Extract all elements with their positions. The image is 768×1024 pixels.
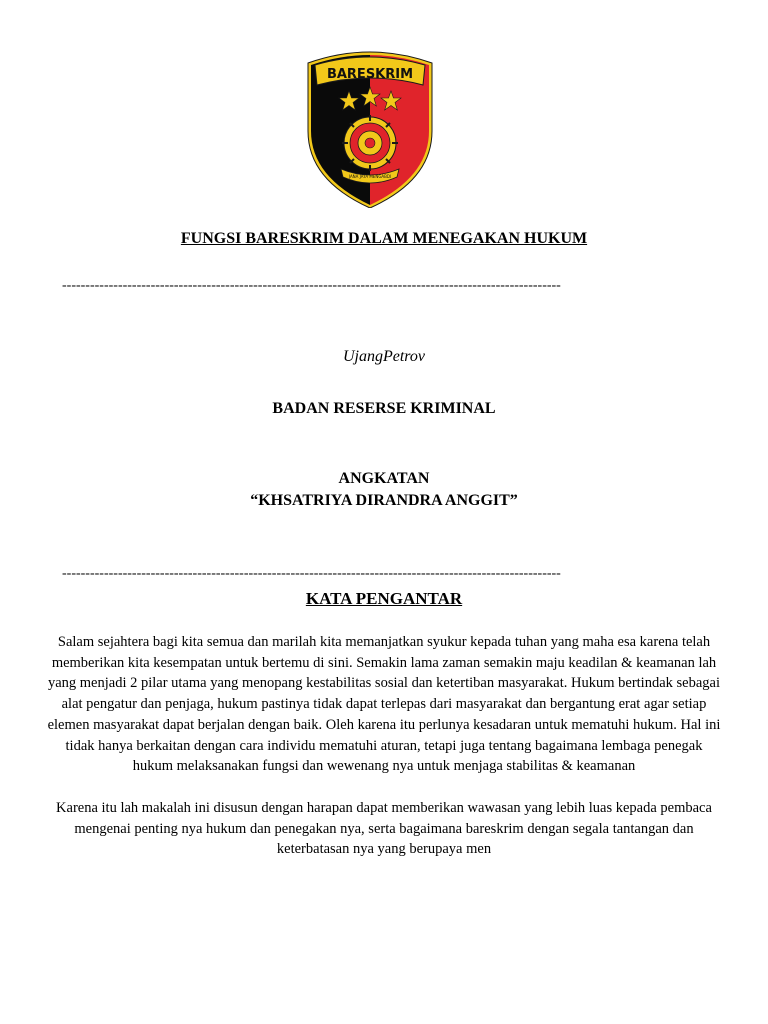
police-crest-icon — [305, 45, 435, 208]
emblem-ribbon-text: JANA JAYA MENGABDI — [348, 174, 392, 179]
paragraph-line: Karena itu lah makalah ini disusun dengan harapan dapat memberikan wawasan yang lebih luas kepada pembaca — [56, 800, 712, 816]
foreword-paragraph-2 — [12, 798, 756, 860]
agency-name: BADAN RESERSE KRIMINAL — [272, 400, 496, 417]
author-name: UjangPetrov — [342, 348, 426, 365]
foreword-heading: KATA PENGANTAR — [305, 589, 463, 608]
paragraph-line: tidak hanya berkaitan dengan cara individu mematuhi aturan, tetapi juga tentang bagaimana lembaga penegak — [65, 737, 703, 754]
angkatan-motto: “KHSATRIYA DIRANDRA ANGGIT” — [250, 492, 518, 509]
paragraph-line: Salam sejahtera bagi kita semua dan marilah kita memanjatkan syukur kepada tuhan yang maha esa karena telah — [57, 634, 711, 650]
paragraph-line: memberikan kita kesempatan untuk bertemu di sini. Semakin lama zaman semakin maju keadilan & keamanan lah — [51, 654, 717, 671]
gear-medallion-icon — [342, 115, 398, 171]
divider-bottom: ----------------------------------------------------------------------------------------------------------- — [62, 566, 561, 581]
paragraph-line: keterbatasan nya yang berupaya men — [276, 841, 492, 858]
divider-top: ----------------------------------------------------------------------------------------------------------- — [62, 278, 561, 293]
paragraph-line: alat pengatur dan penjaga, hukum pastinya tidak dapat terlepas dari masyarakat dan bergantung erat agar setiap — [61, 696, 707, 713]
emblem-banner-text: BARESKRIM — [326, 67, 414, 82]
document-title: FUNGSI BARESKRIM DALAM MENEGAKAN HUKUM — [180, 230, 588, 247]
paragraph-line: yang menjadi 2 pilar utama yang menopang kestabilitas sosial dan ketertiban masyarakat. Hukum bertindak sebagai — [47, 675, 721, 692]
foreword-paragraph-1 — [12, 632, 756, 777]
paragraph-line: elemen masyarakat dapat berjalan dengan baik. Oleh karena itu perlunya kesadaran untuk mematuhi hukum. Hal ini — [47, 716, 721, 733]
angkatan-label: ANGKATAN — [338, 470, 430, 487]
paragraph-line: hukum melaksanakan fungsi dan wewenang nya untuk menjaga stabilitas & keamanan — [132, 758, 636, 775]
bareskrim-emblem — [305, 45, 435, 208]
paragraph-line: mengenai penting nya hukum dan penegakan nya, serta bagaimana bareskrim dengan segala tantangan dan — [74, 820, 694, 837]
